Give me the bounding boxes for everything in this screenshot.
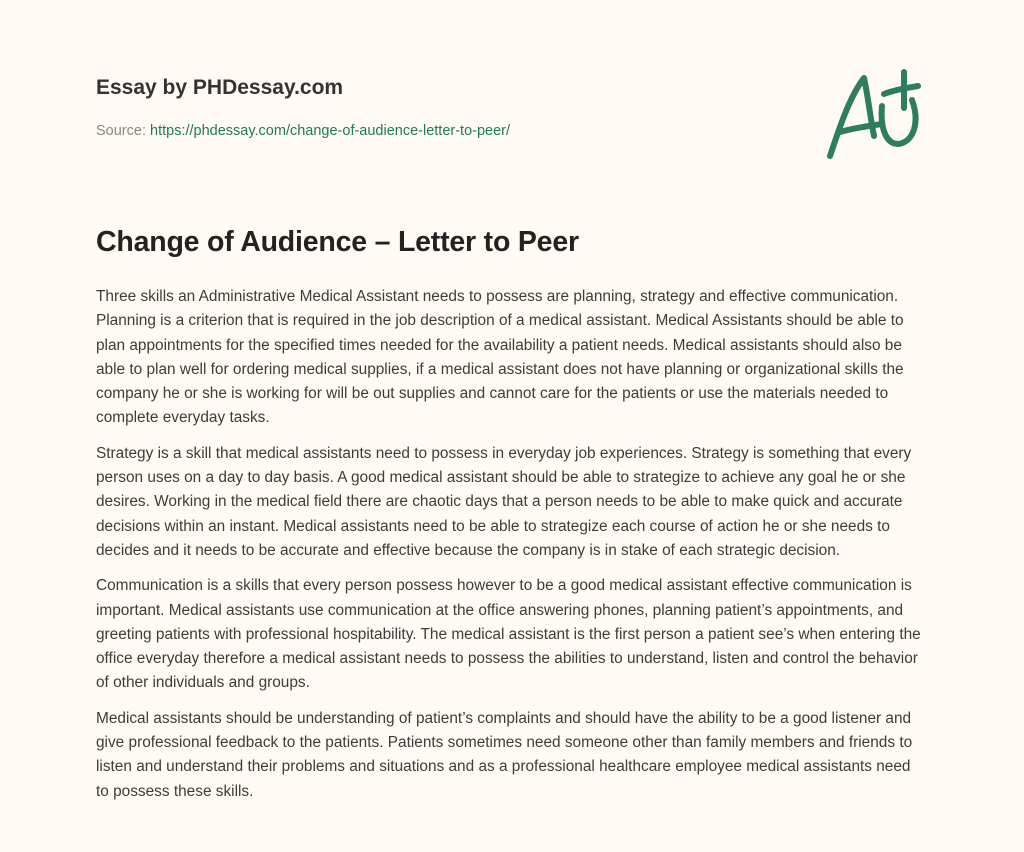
paragraph: Medical assistants should be understanding of patient’s complaints and should have the ability to be a good listener and give professional feedback to the patients. Patients sometimes need someone other than family members and friends to listen and understand their problems and situations and as a professional healthcare employee medical assistants need to possess these skills. xyxy=(96,709,913,800)
essay-body xyxy=(96,285,924,815)
paragraph: Strategy is a skill that medical assistants need to possess in everyday job experiences. Strategy is something that every person uses on a day to day basis. A good medical assistant should be able to strategize to achieve any goal he or she desires. Working in the medical field there are chaotic days that a person needs to be able to make quick and accurate decisions within an instant. Medical assistants need to be able to strategize each course of action he or she needs to decides and it needs to be accurate and effective because the company is in stake of each strategic decision. xyxy=(96,444,912,559)
a-plus-logo-icon xyxy=(818,66,930,166)
source-link[interactable]: https://phdessay.com/change-of-audience-letter-to-peer/ xyxy=(150,123,511,139)
site-title: Essay by PHDessay.com xyxy=(96,76,344,99)
paragraph: Communication is a skills that every person possess however to be a good medical assistant effective communication is important. Medical assistants use communication at the office answering phones, planning patient’s appointments, and greeting patients with professional hospitability. The medical assistant is the first person a patient see’s when entering the office everyday therefore a medical assistant needs to possess the abilities to understand, listen and control the behavior of other individuals and groups. xyxy=(96,577,921,692)
essay-title: Change of Audience – Letter to Peer xyxy=(96,226,579,258)
source-line xyxy=(96,123,510,139)
source-label: Source: xyxy=(96,123,146,139)
paragraph: Three skills an Administrative Medical Assistant needs to possess are planning, strategy and effective communication. Planning is a criterion that is required in the job description of a medical assistant. Medical Assistants should be able to plan appointments for the specified times needed for the availability a patient needs. Medical assistants should also be able to plan well for ordering medical supplies, if a medical assistant does not have planning or organizational skills the company he or she is working for will be out supplies and cannot care for the patients or use the materials needed to complete everyday tasks. xyxy=(96,288,904,427)
